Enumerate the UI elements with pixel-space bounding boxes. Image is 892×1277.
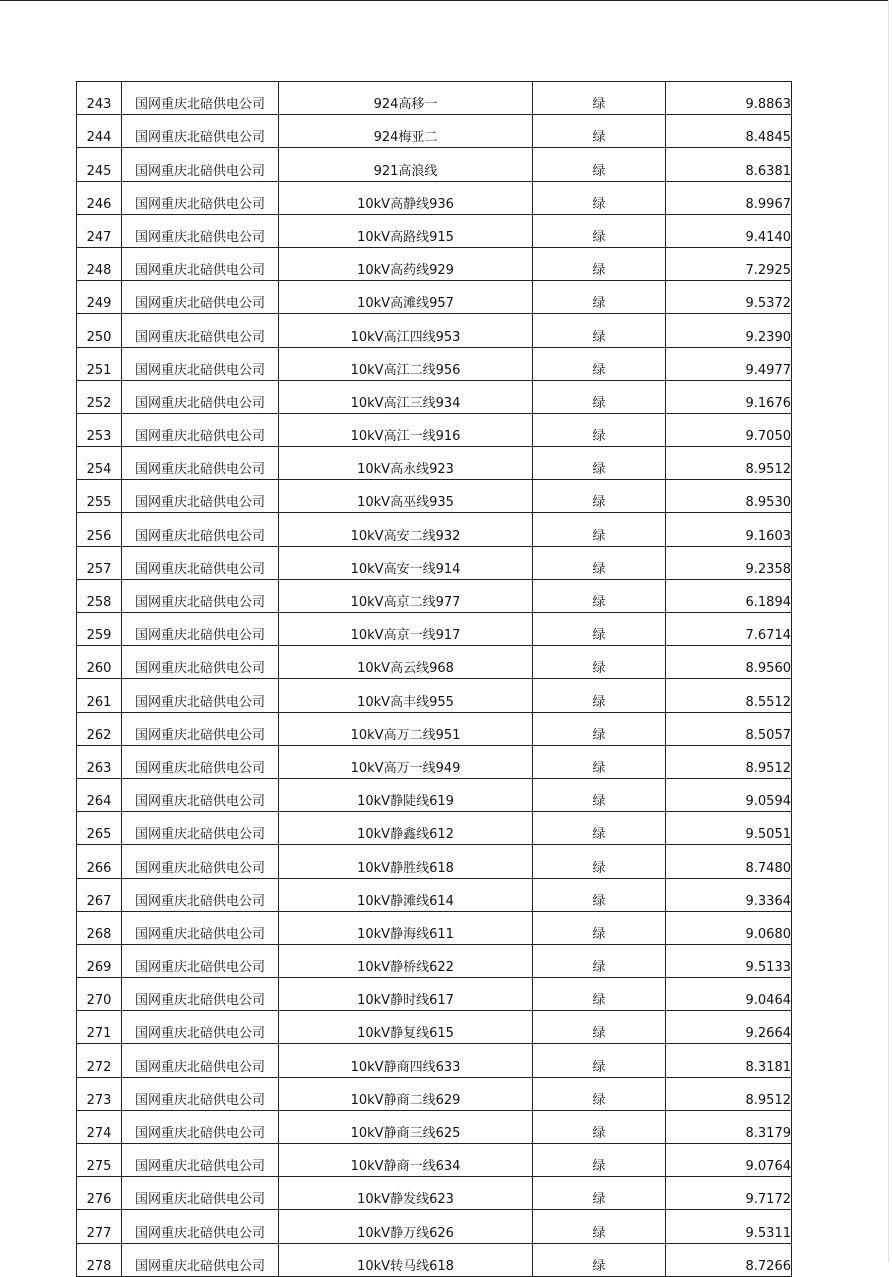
- table-body: [77, 82, 792, 1277]
- table-row: [77, 1144, 792, 1177]
- status-cell: 绿: [533, 712, 666, 745]
- line-name-cell: 10kV静商一线634: [279, 1144, 533, 1177]
- line-name-cell: 10kV静商三线625: [279, 1110, 533, 1143]
- company-cell: 国网重庆北碚供电公司: [122, 845, 279, 878]
- value-cell: 8.4845: [666, 115, 792, 148]
- company-cell: 国网重庆北碚供电公司: [122, 944, 279, 977]
- row-number: 244: [77, 115, 122, 148]
- value-cell: 9.3364: [666, 878, 792, 911]
- row-number: 272: [77, 1044, 122, 1077]
- company-cell: 国网重庆北碚供电公司: [122, 347, 279, 380]
- value-cell: 9.5372: [666, 281, 792, 314]
- line-name-cell: 924梅亚二: [279, 115, 533, 148]
- value-cell: 9.2390: [666, 314, 792, 347]
- row-number: 276: [77, 1177, 122, 1210]
- line-name-cell: 10kV静鑫线612: [279, 812, 533, 845]
- line-name-cell: 10kV高药线929: [279, 247, 533, 280]
- value-cell: 8.9512: [666, 447, 792, 480]
- table-row: [77, 646, 792, 679]
- status-cell: 绿: [533, 579, 666, 612]
- value-cell: 9.5051: [666, 812, 792, 845]
- status-cell: 绿: [533, 181, 666, 214]
- line-name-cell: 10kV静商四线633: [279, 1044, 533, 1077]
- row-number: 261: [77, 679, 122, 712]
- status-cell: 绿: [533, 878, 666, 911]
- value-cell: 9.0680: [666, 911, 792, 944]
- company-cell: 国网重庆北碚供电公司: [122, 613, 279, 646]
- company-cell: 国网重庆北碚供电公司: [122, 181, 279, 214]
- line-name-cell: 10kV高安一线914: [279, 546, 533, 579]
- row-number: 258: [77, 579, 122, 612]
- value-cell: 8.5057: [666, 712, 792, 745]
- table-row: [77, 1110, 792, 1143]
- status-cell: 绿: [533, 1110, 666, 1143]
- status-cell: 绿: [533, 778, 666, 811]
- row-number: 257: [77, 546, 122, 579]
- row-number: 253: [77, 413, 122, 446]
- value-cell: 9.8863: [666, 82, 792, 115]
- value-cell: 9.0464: [666, 978, 792, 1011]
- page-right-edge: [888, 0, 889, 1262]
- line-name-cell: 10kV静发线623: [279, 1177, 533, 1210]
- status-cell: 绿: [533, 513, 666, 546]
- value-cell: 9.5133: [666, 944, 792, 977]
- line-name-cell: 10kV高京一线917: [279, 613, 533, 646]
- line-name-cell: 10kV高江四线953: [279, 314, 533, 347]
- table-row: [77, 978, 792, 1011]
- value-cell: 9.0594: [666, 778, 792, 811]
- table-row: [77, 1177, 792, 1210]
- line-name-cell: 10kV高静线936: [279, 181, 533, 214]
- row-number: 256: [77, 513, 122, 546]
- table-row: [77, 214, 792, 247]
- line-name-cell: 10kV高万一线949: [279, 745, 533, 778]
- line-name-cell: 10kV高江三线934: [279, 380, 533, 413]
- row-number: 270: [77, 978, 122, 1011]
- table-row: [77, 314, 792, 347]
- table-row: [77, 745, 792, 778]
- line-name-cell: 924高移一: [279, 82, 533, 115]
- value-cell: 9.2664: [666, 1011, 792, 1044]
- status-cell: 绿: [533, 1077, 666, 1110]
- line-name-cell: 10kV静商二线629: [279, 1077, 533, 1110]
- value-cell: 9.7172: [666, 1177, 792, 1210]
- row-number: 271: [77, 1011, 122, 1044]
- company-cell: 国网重庆北碚供电公司: [122, 1177, 279, 1210]
- line-name-cell: 10kV静时线617: [279, 978, 533, 1011]
- value-cell: 9.0764: [666, 1144, 792, 1177]
- status-cell: 绿: [533, 347, 666, 380]
- line-name-cell: 10kV静胜线618: [279, 845, 533, 878]
- line-name-cell: 10kV静桥线622: [279, 944, 533, 977]
- status-cell: 绿: [533, 546, 666, 579]
- value-cell: 8.3179: [666, 1110, 792, 1143]
- value-cell: 8.9512: [666, 1077, 792, 1110]
- value-cell: 9.1676: [666, 380, 792, 413]
- data-table: [76, 81, 792, 1277]
- value-cell: 9.4140: [666, 214, 792, 247]
- company-cell: 国网重庆北碚供电公司: [122, 1077, 279, 1110]
- status-cell: 绿: [533, 314, 666, 347]
- company-cell: 国网重庆北碚供电公司: [122, 911, 279, 944]
- line-name-cell: 10kV高永线923: [279, 447, 533, 480]
- page-top-rule: [0, 0, 888, 1]
- company-cell: 国网重庆北碚供电公司: [122, 513, 279, 546]
- row-number: 268: [77, 911, 122, 944]
- line-name-cell: 10kV高巫线935: [279, 480, 533, 513]
- table-row: [77, 812, 792, 845]
- company-cell: 国网重庆北碚供电公司: [122, 712, 279, 745]
- value-cell: 7.6714: [666, 613, 792, 646]
- status-cell: 绿: [533, 148, 666, 181]
- line-name-cell: 10kV高丰线955: [279, 679, 533, 712]
- table-row: [77, 1044, 792, 1077]
- value-cell: 8.9512: [666, 745, 792, 778]
- table-row: [77, 413, 792, 446]
- row-number: 264: [77, 778, 122, 811]
- table-row: [77, 181, 792, 214]
- table-row: [77, 148, 792, 181]
- value-cell: 9.2358: [666, 546, 792, 579]
- company-cell: 国网重庆北碚供电公司: [122, 646, 279, 679]
- table-row: [77, 845, 792, 878]
- row-number: 251: [77, 347, 122, 380]
- status-cell: 绿: [533, 613, 666, 646]
- status-cell: 绿: [533, 380, 666, 413]
- value-cell: 9.1603: [666, 513, 792, 546]
- table-row: [77, 1210, 792, 1243]
- table-row: [77, 281, 792, 314]
- row-number: 275: [77, 1144, 122, 1177]
- table-row: [77, 115, 792, 148]
- row-number: 250: [77, 314, 122, 347]
- table-row: [77, 447, 792, 480]
- status-cell: 绿: [533, 1144, 666, 1177]
- line-name-cell: 10kV高京二线977: [279, 579, 533, 612]
- row-number: 260: [77, 646, 122, 679]
- status-cell: 绿: [533, 1243, 666, 1276]
- table-row: [77, 878, 792, 911]
- company-cell: 国网重庆北碚供电公司: [122, 1110, 279, 1143]
- company-cell: 国网重庆北碚供电公司: [122, 978, 279, 1011]
- company-cell: 国网重庆北碚供电公司: [122, 281, 279, 314]
- company-cell: 国网重庆北碚供电公司: [122, 214, 279, 247]
- value-cell: 7.2925: [666, 247, 792, 280]
- status-cell: 绿: [533, 911, 666, 944]
- status-cell: 绿: [533, 247, 666, 280]
- row-number: 262: [77, 712, 122, 745]
- row-number: 245: [77, 148, 122, 181]
- row-number: 249: [77, 281, 122, 314]
- row-number: 266: [77, 845, 122, 878]
- company-cell: 国网重庆北碚供电公司: [122, 1044, 279, 1077]
- company-cell: 国网重庆北碚供电公司: [122, 148, 279, 181]
- company-cell: 国网重庆北碚供电公司: [122, 314, 279, 347]
- value-cell: 9.5311: [666, 1210, 792, 1243]
- company-cell: 国网重庆北碚供电公司: [122, 1210, 279, 1243]
- company-cell: 国网重庆北碚供电公司: [122, 82, 279, 115]
- table-row: [77, 513, 792, 546]
- company-cell: 国网重庆北碚供电公司: [122, 413, 279, 446]
- status-cell: 绿: [533, 1044, 666, 1077]
- status-cell: 绿: [533, 1177, 666, 1210]
- company-cell: 国网重庆北碚供电公司: [122, 380, 279, 413]
- row-number: 252: [77, 380, 122, 413]
- company-cell: 国网重庆北碚供电公司: [122, 247, 279, 280]
- status-cell: 绿: [533, 944, 666, 977]
- table-row: [77, 480, 792, 513]
- value-cell: 8.7480: [666, 845, 792, 878]
- table-row: [77, 1011, 792, 1044]
- company-cell: 国网重庆北碚供电公司: [122, 579, 279, 612]
- line-name-cell: 10kV静陡线619: [279, 778, 533, 811]
- table-row: [77, 347, 792, 380]
- line-name-cell: 10kV静海线611: [279, 911, 533, 944]
- row-number: 247: [77, 214, 122, 247]
- line-name-cell: 10kV高安二线932: [279, 513, 533, 546]
- company-cell: 国网重庆北碚供电公司: [122, 745, 279, 778]
- row-number: 269: [77, 944, 122, 977]
- table-row: [77, 1077, 792, 1110]
- status-cell: 绿: [533, 413, 666, 446]
- status-cell: 绿: [533, 214, 666, 247]
- status-cell: 绿: [533, 745, 666, 778]
- line-name-cell: 10kV静万线626: [279, 1210, 533, 1243]
- table-row: [77, 679, 792, 712]
- row-number: 274: [77, 1110, 122, 1143]
- row-number: 246: [77, 181, 122, 214]
- row-number: 254: [77, 447, 122, 480]
- company-cell: 国网重庆北碚供电公司: [122, 679, 279, 712]
- status-cell: 绿: [533, 1210, 666, 1243]
- row-number: 248: [77, 247, 122, 280]
- status-cell: 绿: [533, 281, 666, 314]
- value-cell: 8.9530: [666, 480, 792, 513]
- table-row: [77, 380, 792, 413]
- row-number: 255: [77, 480, 122, 513]
- table-row: [77, 1243, 792, 1276]
- company-cell: 国网重庆北碚供电公司: [122, 778, 279, 811]
- table-row: [77, 778, 792, 811]
- row-number: 243: [77, 82, 122, 115]
- line-name-cell: 10kV高江一线916: [279, 413, 533, 446]
- line-name-cell: 921高浪线: [279, 148, 533, 181]
- status-cell: 绿: [533, 82, 666, 115]
- line-name-cell: 10kV转马线618: [279, 1243, 533, 1276]
- status-cell: 绿: [533, 1011, 666, 1044]
- value-cell: 6.1894: [666, 579, 792, 612]
- value-cell: 8.3181: [666, 1044, 792, 1077]
- company-cell: 国网重庆北碚供电公司: [122, 1243, 279, 1276]
- status-cell: 绿: [533, 978, 666, 1011]
- company-cell: 国网重庆北碚供电公司: [122, 447, 279, 480]
- value-cell: 9.7050: [666, 413, 792, 446]
- value-cell: 8.9967: [666, 181, 792, 214]
- value-cell: 9.4977: [666, 347, 792, 380]
- line-name-cell: 10kV高云线968: [279, 646, 533, 679]
- company-cell: 国网重庆北碚供电公司: [122, 546, 279, 579]
- row-number: 273: [77, 1077, 122, 1110]
- company-cell: 国网重庆北碚供电公司: [122, 480, 279, 513]
- line-name-cell: 10kV高万二线951: [279, 712, 533, 745]
- status-cell: 绿: [533, 812, 666, 845]
- row-number: 278: [77, 1243, 122, 1276]
- value-cell: 8.6381: [666, 148, 792, 181]
- table-row: [77, 579, 792, 612]
- status-cell: 绿: [533, 447, 666, 480]
- table-row: [77, 546, 792, 579]
- company-cell: 国网重庆北碚供电公司: [122, 812, 279, 845]
- line-name-cell: 10kV高滩线957: [279, 281, 533, 314]
- value-cell: 8.7266: [666, 1243, 792, 1276]
- company-cell: 国网重庆北碚供电公司: [122, 1011, 279, 1044]
- table-row: [77, 613, 792, 646]
- row-number: 267: [77, 878, 122, 911]
- row-number: 263: [77, 745, 122, 778]
- value-cell: 8.9560: [666, 646, 792, 679]
- company-cell: 国网重庆北碚供电公司: [122, 115, 279, 148]
- row-number: 265: [77, 812, 122, 845]
- table-row: [77, 712, 792, 745]
- row-number: 259: [77, 613, 122, 646]
- status-cell: 绿: [533, 679, 666, 712]
- table-row: [77, 944, 792, 977]
- line-name-cell: 10kV静复线615: [279, 1011, 533, 1044]
- line-name-cell: 10kV静滩线614: [279, 878, 533, 911]
- company-cell: 国网重庆北碚供电公司: [122, 1144, 279, 1177]
- value-cell: 8.5512: [666, 679, 792, 712]
- company-cell: 国网重庆北碚供电公司: [122, 878, 279, 911]
- status-cell: 绿: [533, 480, 666, 513]
- row-number: 277: [77, 1210, 122, 1243]
- table-row: [77, 247, 792, 280]
- line-name-cell: 10kV高路线915: [279, 214, 533, 247]
- status-cell: 绿: [533, 845, 666, 878]
- status-cell: 绿: [533, 646, 666, 679]
- line-name-cell: 10kV高江二线956: [279, 347, 533, 380]
- table-row: [77, 911, 792, 944]
- status-cell: 绿: [533, 115, 666, 148]
- table-row: [77, 82, 792, 115]
